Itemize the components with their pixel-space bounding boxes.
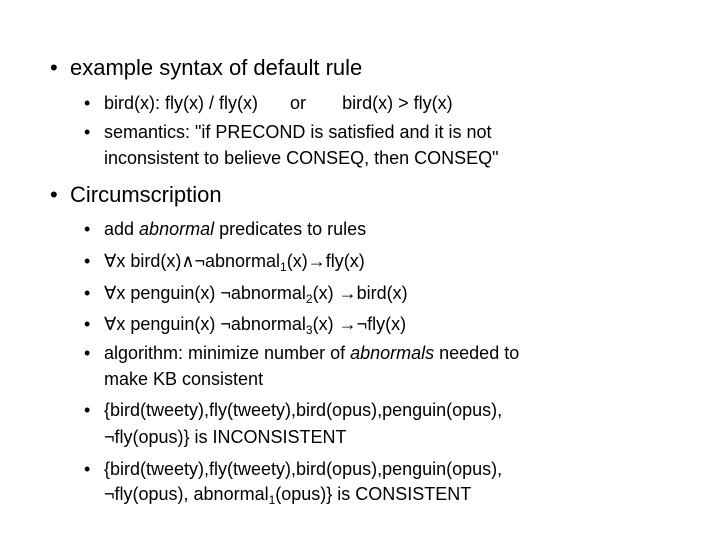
circ-item-5-pre: algorithm: minimize number of	[104, 343, 351, 363]
bullet-dot: •	[84, 343, 91, 363]
bullet-dot: •	[84, 93, 91, 113]
circ-item-4-a: ∀x penguin(x) ¬abnormal	[104, 314, 306, 334]
circ-item-algorithm	[104, 340, 519, 366]
circ-item-abnormal-predicates	[104, 216, 366, 242]
kb-consistent-2b: (opus)} is CONSISTENT	[275, 484, 472, 504]
rule-syntax-a: bird(x): fly(x) / fly(x)	[104, 93, 258, 113]
kb-consistent-2a: ¬fly(opus), abnormal	[104, 484, 269, 504]
kb-consistent-line-2	[104, 481, 471, 507]
circ-item-3-a: ∀x penguin(x) ¬abnormal	[104, 283, 306, 303]
bullet-dot: •	[84, 314, 91, 334]
circ-item-bird-rule	[104, 248, 365, 274]
circ-item-5-em: abnormals	[350, 343, 435, 363]
bullet-dot: •	[50, 182, 58, 207]
bullet-dot: •	[84, 459, 91, 479]
heading-default-rule: example syntax of default rule	[70, 55, 363, 80]
rule-syntax-c: fly(x)	[413, 93, 453, 113]
circ-item-3-b: (x) →bird(x)	[312, 283, 408, 303]
kb-consistent-line-1: {bird(tweety),fly(tweety),bird(opus),penguin(opus),	[104, 459, 503, 479]
circ-item-2-sub: 1	[280, 260, 287, 274]
rule-syntax-or: or	[290, 93, 307, 113]
circ-item-2-a: ∀x bird(x)∧¬abnormal	[104, 251, 281, 271]
circ-item-1-em: abnormal	[139, 219, 215, 239]
bullet-dot: •	[50, 55, 58, 80]
circ-item-4-b: (x) →¬fly(x)	[312, 314, 407, 334]
kb-consistent-sub: 1	[268, 493, 276, 507]
bullet-dot: •	[84, 219, 91, 239]
semantics-line-1: semantics: "if PRECOND is satisfied and it is not	[104, 122, 492, 142]
circ-item-1-post: predicates to rules	[214, 219, 367, 239]
rule-syntax-b: bird(x)	[342, 93, 394, 113]
circ-item-algorithm-line-2: make KB consistent	[104, 369, 264, 389]
circ-item-5-post: needed to	[434, 343, 520, 363]
bullet-dot: •	[84, 122, 91, 142]
bullet-dot: •	[84, 283, 91, 303]
heading-circumscription: Circumscription	[70, 182, 222, 207]
circ-item-3-sub: 2	[305, 292, 313, 306]
bullet-dot: •	[84, 251, 91, 271]
kb-inconsistent-line-1: {bird(tweety),fly(tweety),bird(opus),penguin(opus),	[104, 400, 503, 420]
default-rule-symbol: >	[398, 93, 409, 113]
circ-item-4-sub: 3	[305, 323, 313, 337]
circ-item-penguin-bird-rule	[104, 280, 408, 306]
circ-item-penguin-fly-rule	[104, 311, 406, 337]
circ-item-2-b: (x)→fly(x)	[286, 251, 365, 271]
bullet-dot: •	[84, 400, 91, 420]
circ-item-1-pre: add	[104, 219, 140, 239]
rule-syntax-line	[104, 90, 453, 116]
semantics-line-2: inconsistent to believe CONSEQ, then CONSEQ"	[104, 148, 499, 168]
kb-inconsistent-line-2: ¬fly(opus)} is INCONSISTENT	[104, 427, 347, 447]
